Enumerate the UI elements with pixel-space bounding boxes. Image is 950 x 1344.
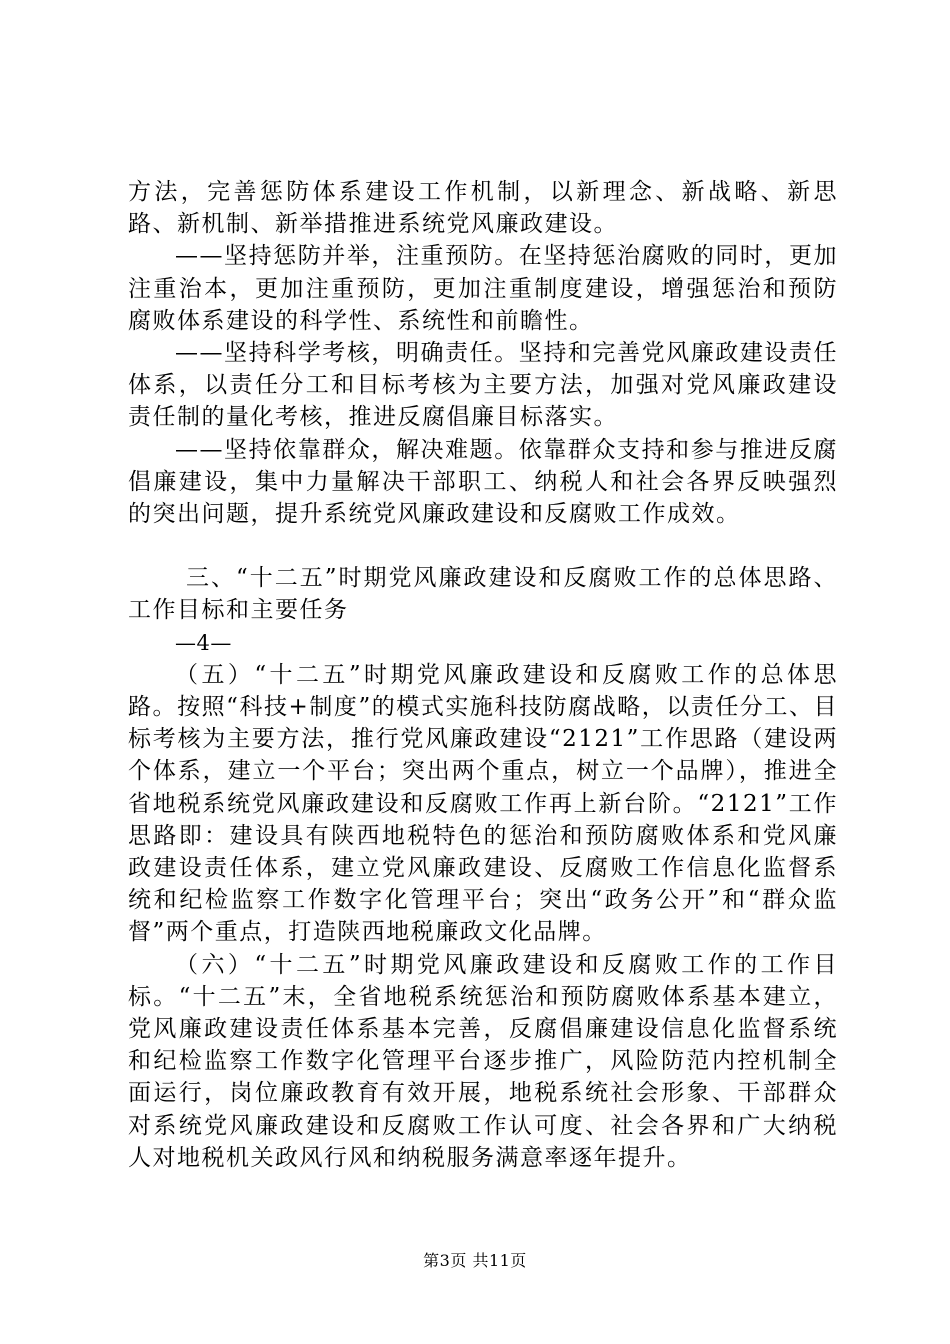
paragraph-work-goals: （六）“十二五”时期党风廉政建设和反腐败工作的工作目标。“十二五”末，全省地税系统惩治和预防腐败体系基本建立，党风廉政建设责任体系基本完善，反腐倡廉建设信息化监督系统和纪检监察工作数字化管理平台逐步推广，风险防范内控机制全面运行，岗位廉政教育有效开展，地税系统社会形象、干部群众对系统党风廉政建设和反腐败工作认可度、社会各界和广大纳税人对地税机关政风行风和纳税服务满意率逐年提升。 <box>128 951 838 1171</box>
paragraph-assessment: ——坚持科学考核，明确责任。坚持和完善党风廉政建设责任体系，以责任分工和目标考核为主要方法，加强对党风廉政建设责任制的量化考核，推进反腐倡廉目标落实。 <box>128 340 838 431</box>
inline-page-mark: —4— <box>175 630 232 655</box>
section-heading: 三、“十二五”时期党风廉政建设和反腐败工作的总体思路、工作目标和主要任务 <box>128 565 838 624</box>
paragraph-gap <box>128 530 838 562</box>
paragraph-masses: ——坚持依靠群众，解决难题。依靠群众支持和参与推进反腐倡廉建设，集中力量解决干部职工、纳税人和社会各界反映强烈的突出问题，提升系统党风廉政建设和反腐败工作成效。 <box>128 436 838 528</box>
paragraph-prevention: ——坚持惩防并举，注重预防。在坚持惩治腐败的同时，更加注重治本，更加注重预防，更加注重制度建设，增强惩治和预防腐败体系建设的科学性、系统性和前瞻性。 <box>128 243 838 334</box>
paragraph-continuation: 方法，完善惩防体系建设工作机制，以新理念、新战略、新思路、新机制、新举措推进系统党风廉政建设。 <box>128 179 838 238</box>
page-footer: 第3页 共11页 <box>423 1251 527 1270</box>
paragraph-overall-approach: （五）“十二五”时期党风廉政建设和反腐败工作的总体思路。按照“科技+制度”的模式实施科技防腐战略，以责任分工、目标考核为主要方法，推行党风廉政建设“2121”工作思路（建设两个体系，建立一个平台；突出两个重点，树立一个品牌），推进全省地税系统党风廉政建设和反腐败工作再上新台阶。“2121”工作思路即：建设具有陕西地税特色的惩治和预防腐败体系和党风廉政建设责任体系，建立党风廉政建设、反腐败工作信息化监督系统和纪检监察工作数字化管理平台；突出“政务公开”和“群众监督”两个重点，打造陕西地税廉政文化品牌。 <box>128 661 838 946</box>
document-body <box>128 176 838 1174</box>
